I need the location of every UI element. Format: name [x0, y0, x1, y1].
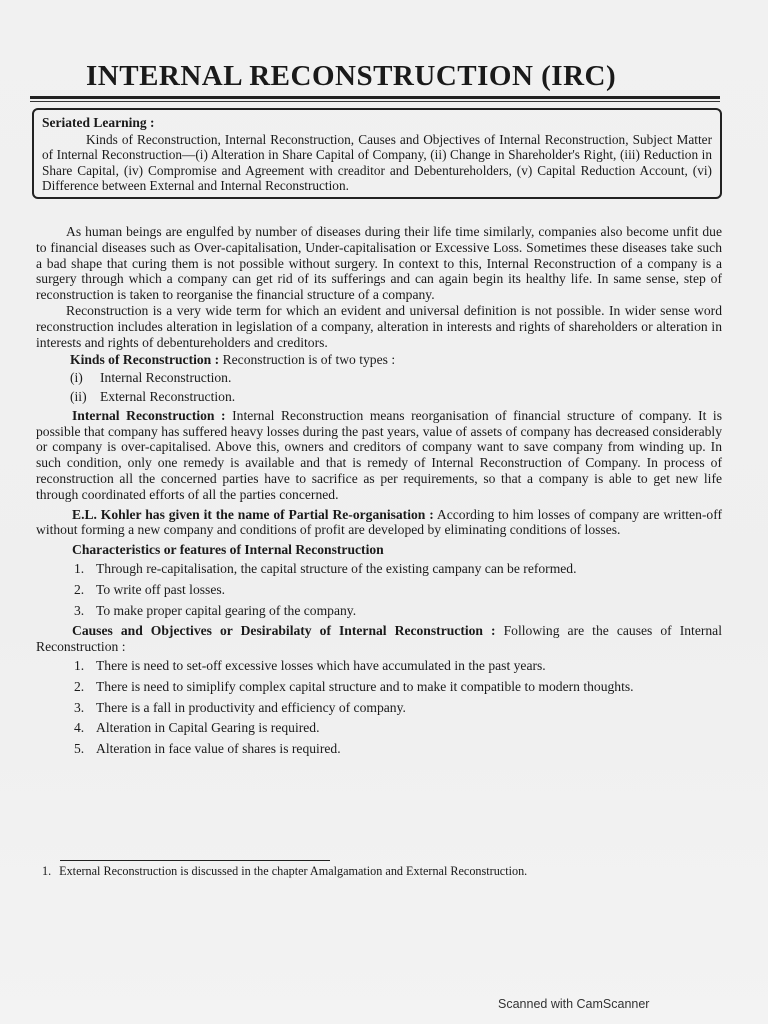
list-item	[74, 582, 722, 598]
item-text: Through re-capitalisation, the capital structure of the existing campany can be reformed.	[96, 560, 577, 576]
kohler-text: According to him losses of company are written-off without forming a new company and conditions of profit are developed by eliminating conditions of losses.	[36, 506, 722, 538]
scanner-watermark: Scanned with CamScanner	[498, 997, 650, 1011]
causes-list	[74, 658, 722, 757]
kinds-of-reconstruction	[70, 352, 722, 368]
intro-paragraph: As human beings are engulfed by number of diseases during their life time similarly, companies also become unfit due to financial diseases such as Over-capitalisation, Under-capitalisation or Excessive Loss. Sometimes these diseases take such a bad shape that curing them is not possible without surgery. In context to this, Internal Reconstruction of a company is a surgery through which a company can get rid of its sufferings and can again begin its healthy life. In same sense, step of reconstruction is taken to reorganise the financial structure of a company.	[36, 224, 722, 303]
body-text	[36, 224, 722, 762]
item-number: 4.	[74, 720, 85, 736]
title-rule	[30, 96, 720, 99]
kohler-label: E.L. Kohler has given it the name of Partial Re-organisation :	[72, 506, 434, 522]
characteristics-list	[74, 561, 722, 618]
item-text: Alteration in face value of shares is required.	[96, 741, 341, 757]
footnote	[42, 864, 702, 879]
item-text: Internal Reconstruction.	[100, 370, 232, 386]
list-item	[74, 658, 722, 674]
item-number: (ii)	[70, 388, 87, 404]
item-number: (i)	[70, 370, 83, 386]
characteristics-heading: Characteristics or features of Internal Reconstruction	[72, 542, 384, 558]
item-number: 2.	[74, 581, 85, 597]
item-text: Alteration in Capital Gearing is required.	[96, 720, 320, 736]
item-text: To write off past losses.	[96, 581, 226, 597]
footnote-number: 1.	[42, 864, 52, 878]
item-number: 5.	[74, 741, 85, 757]
kinds-list	[70, 370, 722, 405]
internal-text: Internal Reconstruction means reorganisation of financial structure of company. It is possible that company has suffered heavy losses during the past years, value of assets of company has decreased considerably or company is over-capitalised. Above this, owners and creditors of company want to save company from winding up. In such condition, only one remedy is available and that is remedy of Internal Reconstruction of Company. In process of reconstruction all the concerned parties have to sacrifice as per requirements, so that a company is able to get new life through coordinated efforts of all the parties concerned.	[36, 407, 723, 502]
item-number: 1.	[74, 560, 85, 576]
list-item	[74, 700, 722, 716]
kinds-label: Kinds of Reconstruction :	[70, 352, 220, 368]
item-number: 2.	[74, 678, 85, 694]
item-text: There is need to set-off excessive losses which have accumulated in the past years.	[96, 657, 546, 673]
title-rule-thin	[30, 101, 720, 102]
item-number: 3.	[74, 699, 85, 715]
definition-paragraph: Reconstruction is a very wide term for which an evident and universal definition is not possible. In wider sense word reconstruction includes alteration in legislation of a company, alteration in interests and rights of shareholders or alteration in interests and rights of debentureholders and creditors.	[36, 302, 722, 350]
item-number: 3.	[74, 602, 85, 618]
list-item	[74, 720, 722, 736]
item-text: To make proper capital gearing of the company.	[96, 602, 357, 618]
footnote-text: External Reconstruction is discussed in the chapter Amalgamation and External Reconstruction.	[59, 864, 528, 878]
list-item	[74, 603, 722, 619]
causes-label: Causes and Objectives or Desirabilaty of Internal Reconstruction :	[72, 623, 496, 639]
list-item	[74, 679, 722, 695]
list-item	[70, 370, 722, 386]
seriated-learning-text: Kinds of Reconstruction, Internal Reconstruction, Causes and Objectives of Internal Reconstruction, Subject Matter of Internal Reconstruction—(i) Alteration in Share Capital of Company, (ii) Change in Shareholder's Right, (iii) Reduction in Share Capital, (iv) Compromise and Agreement with creaditor and Debentureholders, (v) Capital Reduction Account, (vi) Difference between External and Internal Reconstruction.	[42, 131, 712, 194]
item-number: 1.	[74, 657, 85, 673]
causes-text: Following are the causes of Internal Reconstruction :	[36, 623, 722, 655]
seriated-learning-box	[32, 108, 722, 199]
page-title: INTERNAL RECONSTRUCTION (IRC)	[86, 60, 617, 92]
seriated-learning-heading: Seriated Learning :	[42, 115, 155, 130]
causes-paragraph	[36, 623, 722, 655]
item-text: There is a fall in productivity and efficiency of company.	[96, 699, 406, 715]
item-text: External Reconstruction.	[100, 388, 236, 404]
internal-label: Internal Reconstruction :	[72, 407, 226, 423]
list-item	[70, 389, 722, 405]
footnote-rule	[60, 860, 330, 861]
item-text: There is need to simiplify complex capital structure and to make it compatible to modern thoughts.	[96, 678, 634, 694]
kinds-text: Reconstruction is of two types :	[222, 352, 396, 368]
list-item	[74, 741, 722, 757]
internal-reconstruction-paragraph	[36, 408, 722, 503]
kohler-paragraph	[36, 507, 722, 539]
list-item	[74, 561, 722, 577]
